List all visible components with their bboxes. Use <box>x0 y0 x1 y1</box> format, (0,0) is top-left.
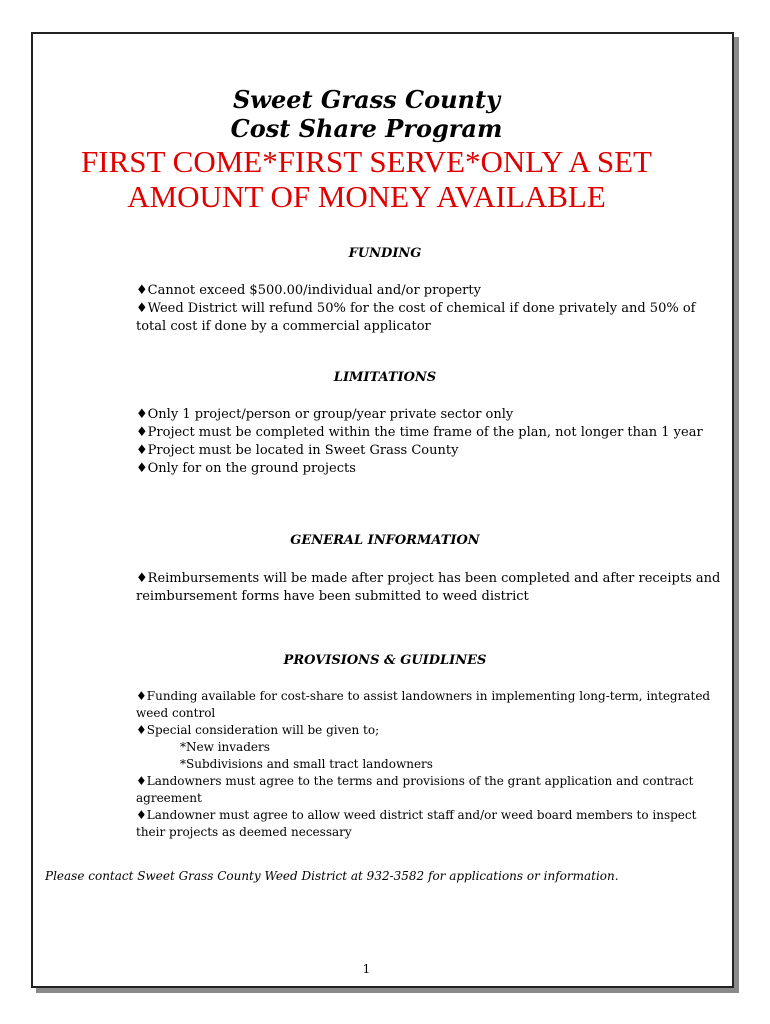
list-item: ♦Reimbursements will be made after project has been completed and after receipts and reimbursement forms have been submitted to weed district <box>136 571 721 604</box>
limitations-list <box>136 406 726 478</box>
title-county: Sweet Grass County <box>232 85 501 114</box>
list-item: ♦Landowner must agree to allow weed district staff and/or weed board members to inspect their projects as deemed necessary <box>136 808 697 839</box>
general-list <box>136 570 726 606</box>
provisions-heading: PROVISIONS & GUIDLINES <box>283 653 487 668</box>
list-item: ♦Landowners must agree to the terms and provisions of the grant application and contract agreement <box>136 774 694 805</box>
list-item: ♦Only 1 project/person or group/year private sector only <box>136 407 514 422</box>
sub-item: *New invaders <box>180 740 270 754</box>
funding-list <box>136 282 726 336</box>
provisions-list <box>136 688 726 841</box>
title-program: Cost Share Program <box>230 114 503 143</box>
general-heading: GENERAL INFORMATION <box>290 533 480 548</box>
limitations-heading: LIMITATIONS <box>333 370 437 385</box>
contact-footer: Please contact Sweet Grass County Weed District at 932-3582 for applications or information. <box>45 869 619 883</box>
notice-line-1: FIRST COME*FIRST SERVE*ONLY A SET <box>81 144 652 179</box>
sub-item: *Subdivisions and small tract landowners <box>180 757 433 771</box>
notice-line-2: AMOUNT OF MONEY AVAILABLE <box>127 179 606 214</box>
list-item: ♦Weed District will refund 50% for the cost of chemical if done privately and 50% of total cost if done by a commercial applicator <box>136 301 696 334</box>
list-item: ♦Only for on the ground projects <box>136 461 356 476</box>
list-item: ♦Cannot exceed $500.00/individual and/or property <box>136 283 481 298</box>
funding-heading: FUNDING <box>348 246 422 261</box>
list-item: ♦Project must be completed within the time frame of the plan, not longer than 1 year <box>136 425 703 440</box>
list-item: ♦Funding available for cost-share to assist landowners in implementing long-term, integrated weed control <box>136 689 711 720</box>
list-item: ♦Special consideration will be given to; <box>136 723 380 737</box>
list-item: ♦Project must be located in Sweet Grass County <box>136 443 459 458</box>
page-number: 1 <box>362 962 371 976</box>
